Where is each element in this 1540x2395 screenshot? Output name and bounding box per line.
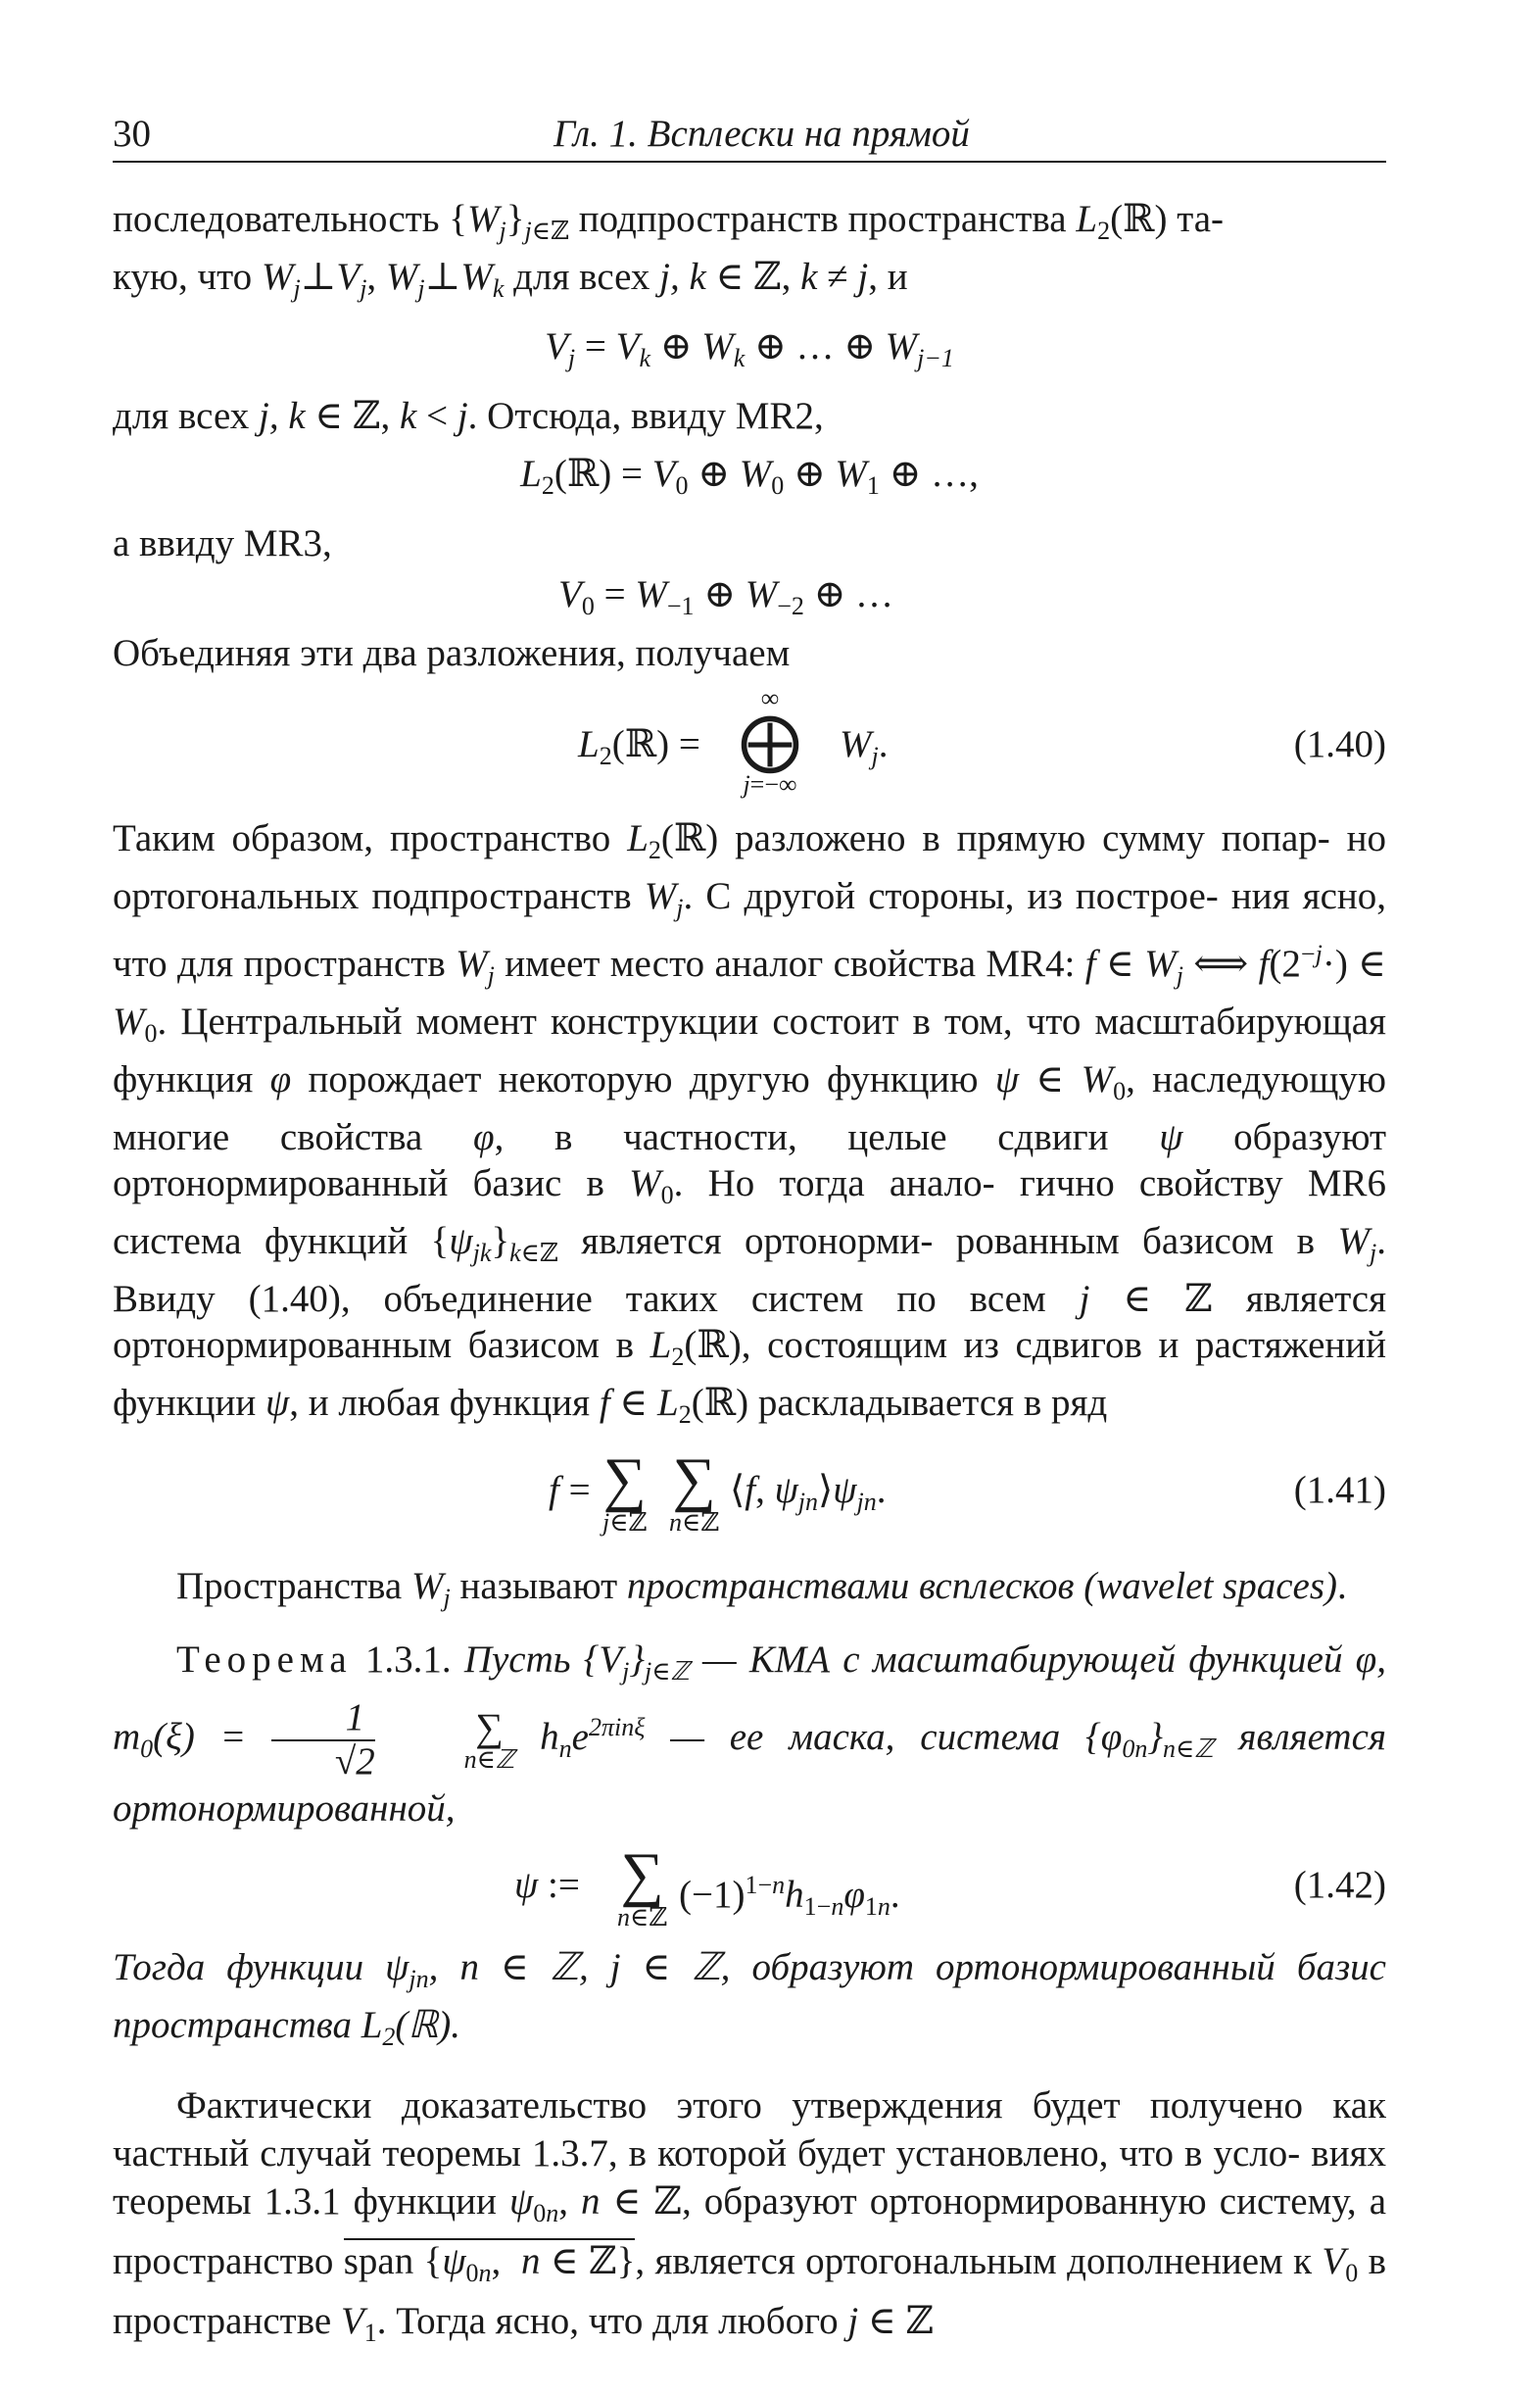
book-page	[113, 108, 1386, 2357]
paragraph-1: последовательность $\{W_j\}_{j\in ℤ}$ подпространств пространства $L_2(ℝ)$ та- кую, что $W_j\perp V_j$, $W_j\perp W_k$ для всех j, k ∈ ℤ, k ≠ j, и	[113, 198, 1225, 303]
equation-vj: $V_j = V_k$ ⊕ $W_k$ ⊕ … ⊕ $W_{j-1}$	[545, 325, 954, 372]
paragraph-4: Объединяя эти два разложения, получаем	[113, 632, 791, 674]
paragraph-3: а ввиду MR3,	[113, 522, 332, 564]
paragraph-5: Таким образом, пространство $L_2(ℝ)$ разложено в прямую сумму попар- но ортогональных подпространств $W_j$. С другой стороны, из построе- ния ясно, что для пространств $W_j$ имеет место аналог свойства MR4: f ∈ $W_j$ ⟺ $f(2^{-j}\cdot)$ ∈ $W_0$. Центральный момент конструкции состоит в том, что масштабирующая функция φ порождает некоторую другую функцию ψ ∈ $W_0$, наследующую многие свойства φ, в частности, целые сдвиги ψ образуют ортонормированный базис в $W_0$. Но тогда анало- гично свойству MR6 система функций $\{\psi_{jk}\}_{k\in ℤ}$ является ортонорми- рованным базисом в $W_j$. Ввиду (1.40), объединение таких систем по всем j ∈ ℤ является ортонормированным базисом в $L_2(ℝ)$, состоящим из сдвигов и растяжений функции ψ, и любая функция f ∈ $L_2(ℝ)$ раскладывается в ряд	[113, 817, 1387, 1429]
equation-l2-decomposition: $L_2(ℝ) = V_0$ ⊕ $W_0$ ⊕ $W_1$ ⊕ …,	[520, 453, 979, 500]
equation-1-41: f = ∑ j∈ℤ ∑ n∈ℤ ⟨f, $\psi_{jn}⟩\psi_{jn}$. (1.41)	[549, 1446, 1386, 1537]
equation-number-1-41: (1.41)	[1293, 1469, 1386, 1511]
page-number: 30	[113, 113, 151, 155]
running-head: Гл. 1. Всплески на прямой	[553, 113, 970, 155]
paragraph-6: Пространства $W_j$ называют пространствами всплесков (wavelet spaces).	[176, 1565, 1347, 1612]
theorem-1-3-1: Теорема 1.3.1. Пусть $\{V_j\}_{j\in ℤ}$ — КМА с масштабирующей функцией φ, $m_0(\xi)$ = $\frac{1}{√2}$ ∑ n∈ℤ $h_ne^{2\pi in\xi}$ — ее маска, система $\{\varphi_{0n}\}_{n\in ℤ}$ является ортонормированной,	[113, 1638, 1387, 1830]
equation-1-42: ψ := ∑ n∈ℤ $(-1)^{1-n}h_{1-n}\varphi_{1n}$. (1.42)	[514, 1840, 1386, 1931]
paragraph-2: для всех j, k ∈ ℤ, k < j. Отсюда, ввиду MR2,	[113, 395, 824, 437]
mr3-block	[113, 520, 1386, 618]
equation-number-1-40: (1.40)	[1293, 723, 1386, 765]
paragraph-7: Фактически доказательство этого утверждения будет получено как частный случай теоремы 1.3.7, в которой будет установлено, что в усло- виях теоремы 1.3.1 функции $\psi_{0n}$, n ∈ ℤ, образуют ортонормированную систему, а пространство span {$\psi_{0n}$, n ∈ ℤ}, является ортогональным дополнением к $V_0$ в пространстве $V_1$. Тогда ясно, что для любого j ∈ ℤ	[113, 2083, 1387, 2347]
equation-1-40: $L_2(ℝ)$ = ∞ ⨁ j=−∞ $W_j$. (1.40)	[578, 684, 1386, 799]
equation-v0: $V_0 = W_{-1}$ ⊕ $W_{-2}$ ⊕ …	[558, 573, 894, 620]
equation-number-1-42: (1.42)	[1293, 1863, 1386, 1906]
theorem-conclusion: Тогда функции $\psi_{jn}$, n ∈ ℤ, j ∈ ℤ, образуют ортонормированный базис пространства $L_2(ℝ)$.	[113, 1945, 1386, 2051]
page-header	[113, 108, 1386, 163]
